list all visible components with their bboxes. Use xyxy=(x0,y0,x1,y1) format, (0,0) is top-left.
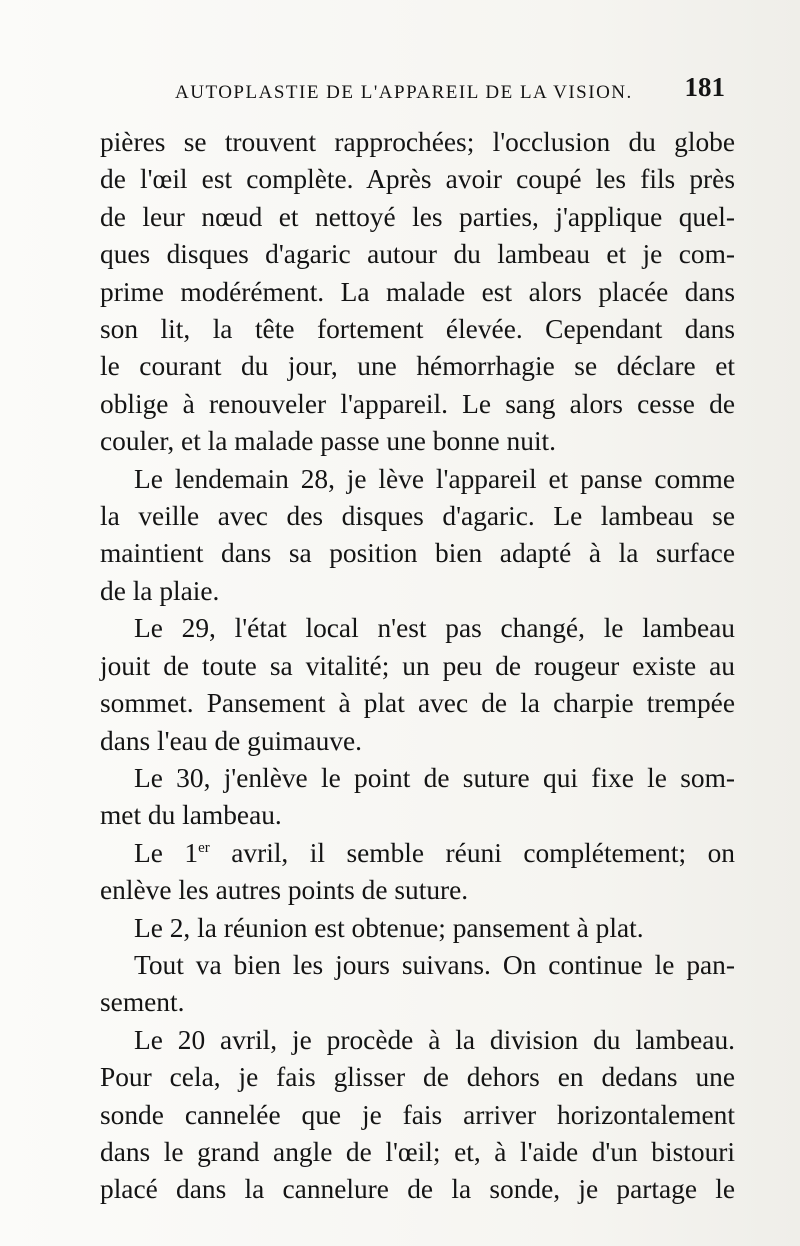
page-number: 181 xyxy=(684,72,725,102)
line-rest: avril, il semble réuni complétement; on xyxy=(231,837,735,868)
text-line: Le 20 avril, je procède à la division du lambeau. xyxy=(134,1024,735,1055)
page-header xyxy=(175,72,735,112)
text-line: Tout va bien les jours suivans. On continue le pan- xyxy=(134,949,735,980)
text-line: placé dans la cannelure de la sonde, je partage le xyxy=(100,1174,735,1205)
text-line: pières se trouvent rapprochées; l'occlusion du globe xyxy=(100,127,735,157)
body-text xyxy=(100,124,735,1209)
running-title: AUTOPLASTIE DE L'APPAREIL DE LA VISION. xyxy=(175,82,633,103)
text-line: dans l'eau de guimauve. xyxy=(100,725,363,756)
superscript: er xyxy=(198,839,210,856)
text-line: Le 2, la réunion est obtenue; pansement à plat. xyxy=(134,912,644,943)
text-line: Le 29, l'état local n'est pas changé, le lambeau xyxy=(134,613,735,644)
text-line: de l'œil est complète. Après avoir coupé les fils près xyxy=(100,164,735,195)
text-line xyxy=(100,835,735,872)
text-line: le courant du jour, une hémorrhagie se déclare et xyxy=(100,351,735,382)
text-line: Le 30, j'enlève le point de suture qui fixe le som- xyxy=(134,762,735,793)
text-line: son lit, la tête fortement élevée. Cependant dans xyxy=(100,314,735,345)
text-line: jouit de toute sa vitalité; un peu de rougeur existe au xyxy=(100,650,735,681)
text-line: de la plaie. xyxy=(100,575,220,606)
text-line: maintient dans sa position bien adapté à la surface xyxy=(100,538,735,569)
text-line: enlève les autres points de suture. xyxy=(100,875,469,906)
text-line: met du lambeau. xyxy=(100,800,282,831)
text-line: dans le grand angle de l'œil; et, à l'aide d'un bistouri xyxy=(100,1136,735,1167)
text-line: oblige à renouveler l'appareil. Le sang alors cesse de xyxy=(100,388,735,419)
text-line: couler, et la malade passe une bonne nuit. xyxy=(100,426,557,457)
text-line: sommet. Pansement à plat avec de la charpie trempée xyxy=(100,688,735,719)
date-prefix: Le 1 xyxy=(134,837,199,868)
text-line: prime modérément. La malade est alors placée dans xyxy=(100,276,735,307)
text-line: la veille avec des disques d'agaric. Le lambeau se xyxy=(100,501,735,532)
text-line: de leur nœud et nettoyé les parties, j'applique quel- xyxy=(100,201,735,232)
text-line: Le lendemain 28, je lève l'appareil et panse comme xyxy=(134,463,735,494)
text-line: sonde cannelée que je fais arriver horizontalement xyxy=(100,1099,735,1130)
text-line: ques disques d'agaric autour du lambeau et je com- xyxy=(100,239,735,270)
text-line: Pour cela, je fais glisser de dehors en dedans une xyxy=(100,1062,735,1093)
text-line: sement. xyxy=(100,987,185,1018)
